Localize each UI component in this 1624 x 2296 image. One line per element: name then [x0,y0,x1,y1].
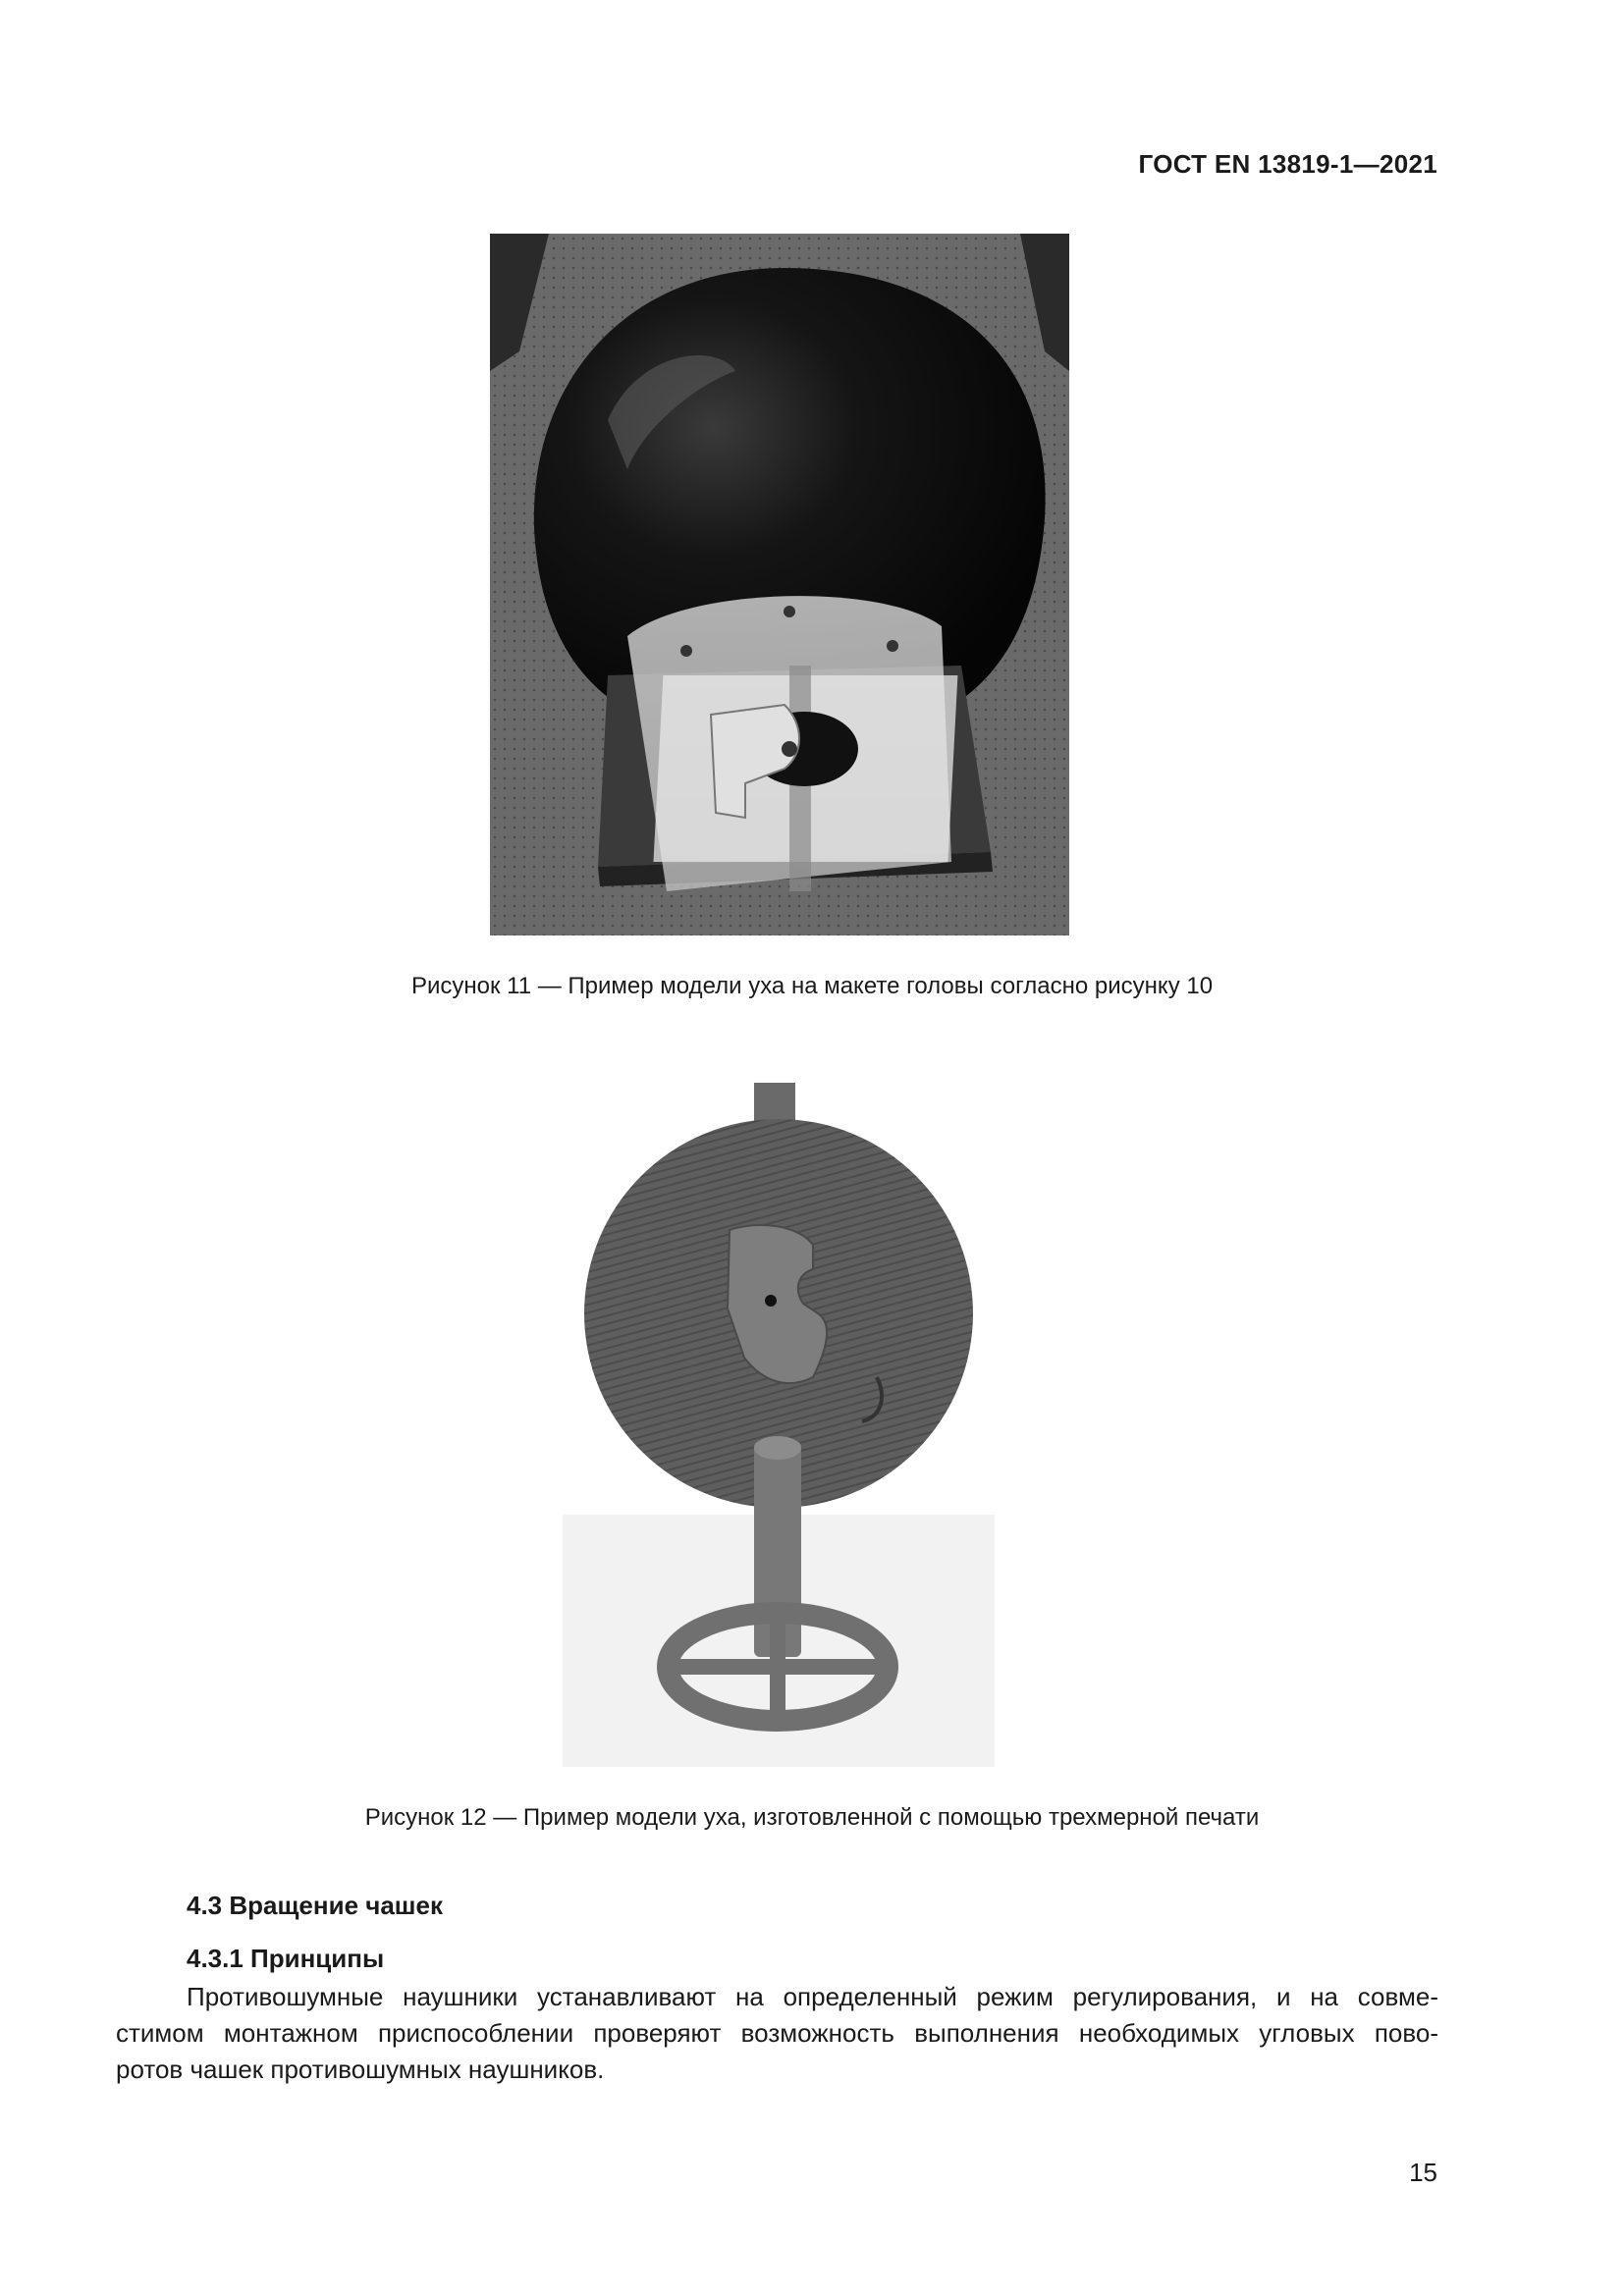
paragraph-line: ротов чашек противошумных наушников. [116,2055,605,2084]
paragraph-line: стимом монтажном приспособлении проверяют возможность выполнения необходимых угловых пово- [116,2018,1438,2048]
figure-11-caption: Рисунок 11 — Пример модели уха на макете головы согласно рисунку 10 [410,973,1214,999]
section-heading: 4.3 Вращение чашек [187,1891,443,1920]
figure-12-photo [563,1083,995,1767]
figure-11-illustration [490,234,1069,935]
figure-12-caption: Рисунок 12 — Пример модели уха, изготовленной с помощью трехмерной печати [364,1804,1260,1831]
paragraph-line: Противошумные наушники устанавливают на определенный режим регулирования, и на совме- [187,1982,1438,2011]
subsection-heading: 4.3.1 Принципы [187,1944,385,1973]
figure-12-illustration [563,1083,995,1767]
document-header: ГОСТ EN 13819-1—2021 [1138,149,1437,179]
page-number: 15 [1409,2158,1437,2187]
figure-11-photo [490,234,1069,935]
body-paragraph [116,1979,1438,2088]
